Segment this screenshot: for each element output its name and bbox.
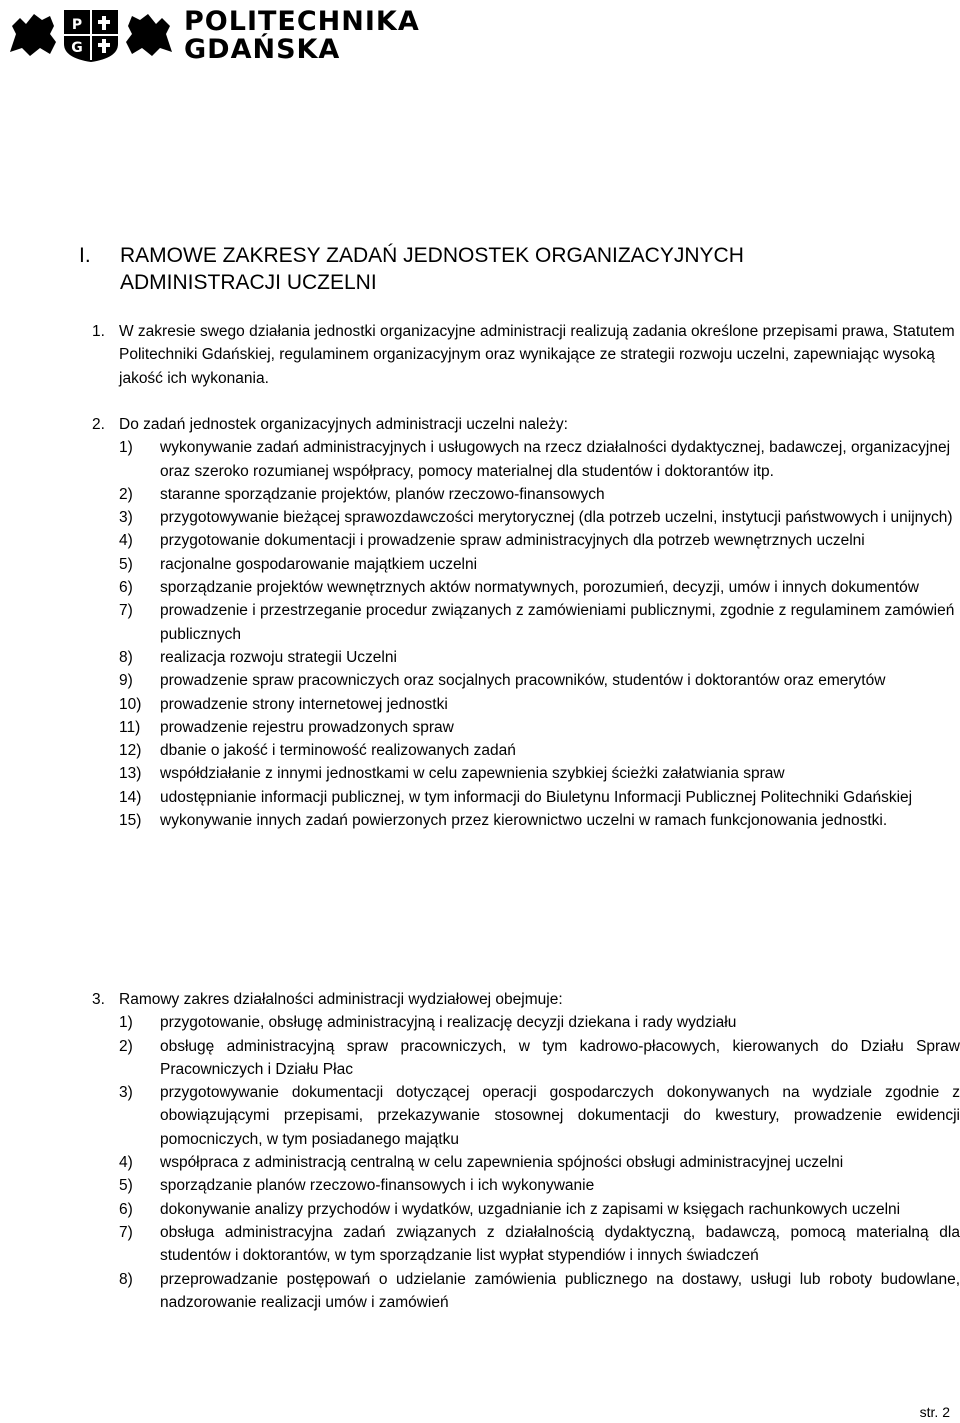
list-item xyxy=(92,506,956,529)
list-item xyxy=(92,1011,960,1034)
list-item xyxy=(92,483,956,506)
list-item xyxy=(92,1174,960,1197)
list-item-number: 5) xyxy=(119,555,133,573)
list-item xyxy=(92,809,956,832)
list-item-text: dbanie o jakość i terminowość realizowanych zadań xyxy=(160,742,516,760)
list-item-text: prowadzenie strony internetowej jednostki xyxy=(160,695,448,713)
list-item-number: 9) xyxy=(119,672,133,690)
list-item-number: 4) xyxy=(119,1154,133,1172)
list-item-text: wykonywanie innych zadań powierzonych przez kierownictwo uczelni w ramach funkcjonowania jednostki. xyxy=(160,812,888,830)
paragraph-1 xyxy=(92,320,956,390)
heading-line-2: ADMINISTRACJI UCZELNI xyxy=(120,271,377,294)
paragraph-intro: Do zadań jednostek organizacyjnych administracji uczelni należy: xyxy=(119,416,568,433)
list-item xyxy=(92,786,956,809)
list-item xyxy=(92,529,956,552)
list-item-text: sporządzanie planów rzeczowo-finansowych i ich wykonywanie xyxy=(160,1177,595,1195)
logo-wordmark xyxy=(184,8,420,64)
list-item-number: 1) xyxy=(119,439,133,457)
paragraph-number: 3. xyxy=(92,991,105,1008)
list-item-text: obsługę administracyjną spraw pracowniczych, w tym kadrowo-płacowych, kierowanych do Działu Spraw Pracowniczych i Działu Płac xyxy=(160,1037,960,1078)
list-item xyxy=(92,599,956,646)
list-item xyxy=(92,646,956,669)
list-item xyxy=(92,1198,960,1221)
list-item-number: 11) xyxy=(119,718,141,736)
list-item-text: prowadzenie i przestrzeganie procedur związanych z zamówieniami publicznymi, zgodnie z regulaminem zamówień publicznych xyxy=(160,602,955,643)
list-item-text: przygotowywanie dokumentacji dotyczącej operacji gospodarczych dokonywanych na wydziale zgodnie z obowiązującymi przepisami, przekazywanie stosownej dokumentacji do kwestury, prowadzenie ewidencji pomocniczych, w tym posiadanego majątku xyxy=(160,1084,960,1148)
logo-emblem-icon xyxy=(6,4,176,64)
paragraph-3 xyxy=(92,988,960,1314)
list-item-number: 15) xyxy=(119,812,142,830)
list-item-text: przygotowanie dokumentacji i prowadzenie spraw administracyjnych dla potrzeb wewnętrznych uczelni xyxy=(160,532,865,550)
list-item-number: 2) xyxy=(119,1037,133,1055)
task-list xyxy=(92,436,956,832)
list-item xyxy=(92,576,956,599)
list-item-number: 3) xyxy=(119,509,133,527)
list-item-text: realizacja rozwoju strategii Uczelni xyxy=(160,648,397,666)
list-item xyxy=(92,1081,960,1151)
list-item-number: 6) xyxy=(119,579,133,597)
list-item-number: 3) xyxy=(119,1084,133,1102)
heading-title xyxy=(120,242,900,296)
list-item-text: prowadzenie spraw pracowniczych oraz socjalnych pracowników, studentów i doktorantów oraz emerytów xyxy=(160,672,886,690)
paragraph-number: 1. xyxy=(92,323,105,340)
page-number: str. 2 xyxy=(919,1404,950,1420)
list-item xyxy=(92,716,956,739)
paragraph-text: W zakresie swego działania jednostki organizacyjne administracji realizują zadania określone przepisami prawa, Statutem Politechniki Gdańskiej, regulaminem organizacyjnym oraz wynikające ze strategii rozwoju uczelni, zapewniając wysoką jakość ich wykonania. xyxy=(119,323,955,387)
list-item-number: 5) xyxy=(119,1177,133,1195)
list-item-text: sporządzanie projektów wewnętrznych aktów normatywnych, porozumień, decyzji, umów i innych dokumentów xyxy=(160,579,919,597)
list-item xyxy=(92,1151,960,1174)
list-item-text: przeprowadzanie postępowań o udzielanie zamówienia publicznego na dostawy, usługi lub roboty budowlane, nadzorowanie realizacji umów i zamówień xyxy=(160,1270,960,1311)
list-item-number: 2) xyxy=(119,485,133,503)
list-item xyxy=(92,762,956,785)
list-item-number: 14) xyxy=(119,788,142,806)
scope-list xyxy=(92,1011,960,1314)
list-item-text: współpraca z administracją centralną w celu zapewnienia spójności obsługi administracyjnej uczelni xyxy=(160,1154,844,1172)
logo-line-2: GDAŃSKA xyxy=(184,34,341,65)
list-item xyxy=(92,669,956,692)
list-item-text: współdziałanie z innymi jednostkami w celu zapewnienia szybkiej ścieżki załatwiania spraw xyxy=(160,765,785,783)
paragraph-2 xyxy=(92,413,956,832)
heading-number: I. xyxy=(79,244,91,267)
list-item-text: udostępnianie informacji publicznej, w tym informacji do Biuletynu Informacji Publicznej Politechniki Gdańskiej xyxy=(160,788,913,806)
list-item-number: 1) xyxy=(119,1014,133,1032)
list-item xyxy=(92,1268,960,1315)
list-item xyxy=(92,436,956,483)
list-item xyxy=(92,553,956,576)
list-item-number: 7) xyxy=(119,602,133,620)
list-item-number: 8) xyxy=(119,648,133,666)
list-item-text: prowadzenie rejestru prowadzonych spraw xyxy=(160,718,454,736)
list-item-number: 4) xyxy=(119,532,133,550)
list-item-number: 12) xyxy=(119,742,142,760)
list-item-text: przygotowanie, obsługę administracyjną i realizację decyzji dziekana i rady wydziału xyxy=(160,1014,737,1032)
logo-line-1: POLITECHNIKA xyxy=(184,6,420,37)
logo-shield-letter-p: P xyxy=(71,17,83,33)
list-item-text: dokonywanie analizy przychodów i wydatków, uzgadnianie ich z zapisami w księgach rachunkowych uczelni xyxy=(160,1200,901,1218)
list-item xyxy=(92,1035,960,1082)
list-item-text: obsługa administracyjna zadań związanych z działalnością dydaktyczną, badawczą, pomocą materialną dla studentów i doktorantów, w tym sporządzanie list wypłat stypendiów i innych świadczeń xyxy=(160,1223,960,1265)
list-item-text: racjonalne gospodarowanie majątkiem uczelni xyxy=(160,555,478,573)
list-item xyxy=(92,693,956,716)
list-item-number: 10) xyxy=(119,695,142,713)
list-item xyxy=(92,1221,960,1268)
paragraph-intro: Ramowy zakres działalności administracji wydziałowej obejmuje: xyxy=(119,991,563,1008)
list-item-number: 7) xyxy=(119,1223,133,1241)
university-logo xyxy=(6,4,426,64)
paragraph-number: 2. xyxy=(92,416,105,433)
list-item-text: wykonywanie zadań administracyjnych i usługowych na rzecz działalności dydaktycznej, badawczej, organizacyjnej oraz szeroko rozumianej współpracy, pomocy materialnej dla studentów i doktorantów itp. xyxy=(160,439,951,480)
list-item-text: staranne sporządzanie projektów, planów rzeczowo-finansowych xyxy=(160,485,605,503)
list-item-number: 13) xyxy=(119,765,142,783)
list-item-number: 8) xyxy=(119,1270,133,1288)
heading-line-1: RAMOWE ZAKRESY ZADAŃ JEDNOSTEK ORGANIZACYJNYCH xyxy=(120,244,744,267)
list-item-text: przygotowywanie bieżącej sprawozdawczości merytorycznej (dla potrzeb uczelni, instytucji państwowych i unijnych) xyxy=(160,509,953,527)
logo-shield-letter-g: G xyxy=(71,40,83,56)
list-item-number: 6) xyxy=(119,1200,133,1218)
list-item xyxy=(92,739,956,762)
